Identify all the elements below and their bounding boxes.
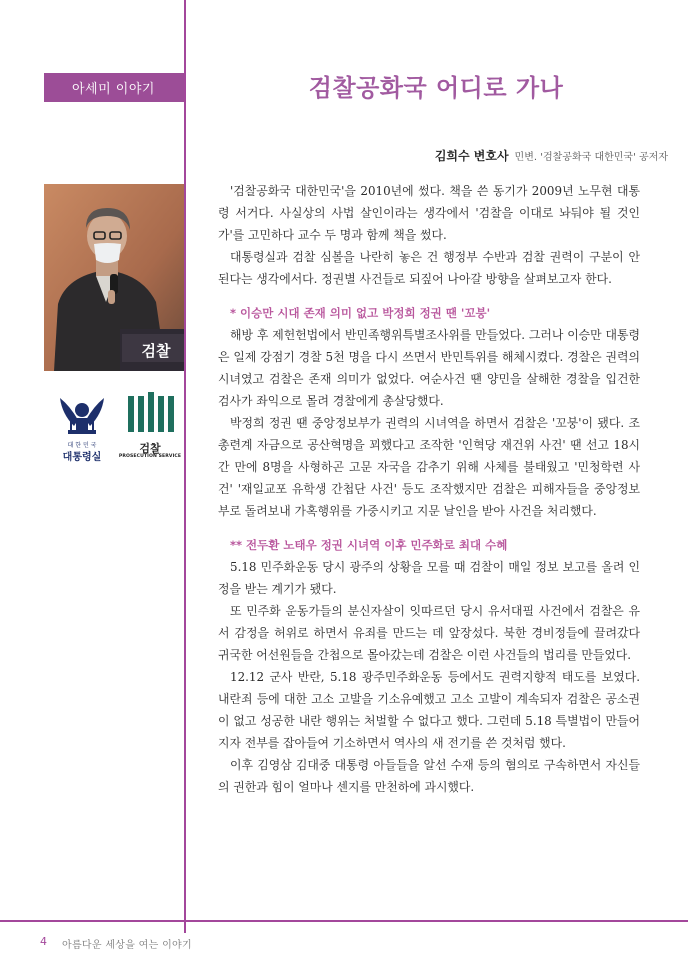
author-note: 민변. '검찰공화국 대한민국' 공저자 bbox=[514, 152, 668, 163]
prosecution-name: 검찰 bbox=[139, 442, 161, 455]
footer-rule bbox=[0, 920, 688, 922]
prosecution-bars-icon bbox=[118, 390, 182, 438]
subheading: ** 전두환 노태우 정권 시녀역 이후 민주화로 최대 수혜 bbox=[230, 538, 508, 552]
subheading: * 이승만 시대 존재 의미 없고 박정희 정권 땐 '꼬붕' bbox=[230, 306, 491, 320]
paragraph: 12.12 군사 반란, 5.18 광주민주화운동 등에서도 권력지향적 태도를 보였다. 내란죄 등에 대한 고소 고발을 기소유예했고 고소 고발이 계속되자 검찰은 공소권이 없고 성공한 내란 행위는 처벌할 수 없다고 했다. 그런데 5.18 특별법이 만들어지자 전부를 잡아들여 기소하면서 역사의 새 전기를 쓴 것처럼 했다. bbox=[218, 670, 640, 750]
author-photo bbox=[44, 184, 184, 371]
prosecution-name-en: PROSECUTION SERVICE bbox=[118, 454, 182, 459]
paragraph: 박정희 정권 땐 중앙정보부가 권력의 시녀역을 하면서 검찰은 '꼬붕'이 됐다. 조총련계 자금으로 공산혁명을 꾀했다고 조작한 '인혁당 재건위 사건' 땐 선고 18시간 만에 8명을 사형하곤 고문 자국을 감추기 위해 사체를 불태웠고 '민청학련 사건' '재일교포 유학생 간첩단 사건' 등도 조작했지만 검찰은 피해자들을 중앙정보부로 돌려보내 가혹행위를 가중시키고 지문 날인을 받아 사건을 처리했다. bbox=[218, 416, 640, 518]
presidential-office-name: 대통령실 bbox=[62, 452, 102, 463]
article-title: 검찰공화국 어디로 가나 bbox=[308, 74, 564, 102]
prosecution-logo bbox=[118, 390, 182, 466]
logo-strip bbox=[44, 388, 184, 468]
paragraph: 이후 김영삼 김대중 대통령 아들들을 알선 수재 등의 혐의로 구속하면서 자신들의 권한과 힘이 얼마나 센지를 만천하에 과시했다. bbox=[218, 758, 640, 794]
paragraph: 또 민주화 운동가들의 분신자살이 잇따르던 당시 유서대필 사건에서 검찰은 유서 감정을 허위로 하면서 유죄를 만드는 데 앞장섰다. 북한 경비정들에 끌려갔다 귀국한 어선원들을 간첩으로 몰아갔는데 검찰은 이런 사건들의 법리를 만들었다. bbox=[218, 604, 640, 662]
paragraph: '검찰공화국 대한민국'을 2010년에 썼다. 책을 쓴 동기가 2009년 노무현 대통령 서거다. 사실상의 사법 살인이라는 생각에서 '검찰을 이대로 놔둬야 될 것인가'를 고민하다 교수 두 명과 함께 책을 썼다. bbox=[218, 184, 640, 242]
vertical-rule bbox=[184, 0, 186, 933]
presidential-office-sub: 대 한 민 국 bbox=[67, 442, 97, 449]
presidential-office-logo bbox=[52, 390, 112, 466]
article-body bbox=[218, 180, 640, 798]
author-name: 김희수 변호사 bbox=[434, 149, 509, 163]
page-number: 4 bbox=[40, 935, 47, 948]
footer-title: 아름다운 세상을 여는 이야기 bbox=[62, 940, 192, 951]
paragraph: 해방 후 제헌헌법에서 반민족행위특별조사위를 만들었다. 그러나 이승만 대통령은 일제 강점기 경찰 5천 명을 다시 쓰면서 반민특위를 해체시켰다. 경찰은 권력의 시녀였고 검찰은 존재 의미가 없었다. 여순사건 땐 양민을 살해한 경찰을 입건한 검사가 좌익으로 몰려 경찰에게 총살당했다. bbox=[218, 328, 640, 408]
phoenix-emblem-icon bbox=[52, 390, 112, 440]
paragraph: 대통령실과 검찰 심볼을 나란히 놓은 건 행정부 수반과 검찰 권력이 구분이 안 된다는 생각에서다. 정권별 사건들로 되짚어 나아갈 방향을 살펴보고자 한다. bbox=[218, 250, 640, 286]
podium-text: 검찰 bbox=[141, 342, 171, 360]
byline bbox=[435, 147, 668, 164]
section-tag: 아세미 이야기 bbox=[44, 73, 184, 102]
paragraph: 5.18 민주화운동 당시 광주의 상황을 모를 때 검찰이 매일 정보 보고를 올려 인정을 받는 계기가 됐다. bbox=[218, 560, 640, 596]
